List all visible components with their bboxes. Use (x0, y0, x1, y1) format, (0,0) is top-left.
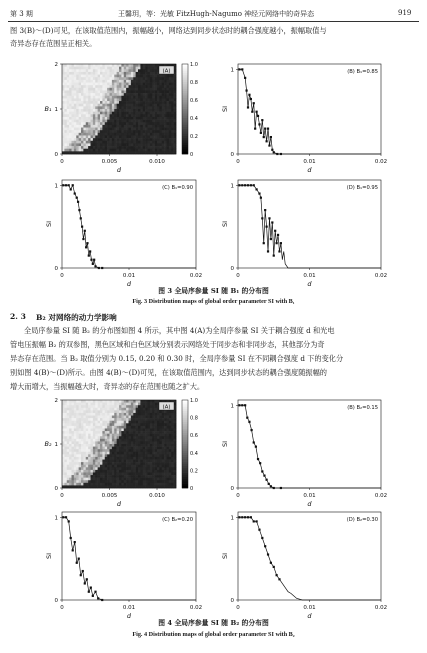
fig4-panel-d-ylabel: SI (221, 552, 229, 560)
fig3-panel-a-heatmap-cells (62, 64, 176, 154)
fig3-panel-b-ytick-label: 0 (230, 152, 234, 158)
fig3-panel-b-data-point (250, 98, 252, 100)
fig3-panel-a-colorbar-tick: 1.0 (190, 62, 198, 68)
fig4-panel-b-data-point (246, 417, 248, 419)
fig3-panel-b-data-point (253, 102, 255, 104)
fig3-panel-b-data-point (267, 128, 269, 130)
fig3-panel-d-data-point (253, 184, 255, 186)
fig4-panel-c-data-point (65, 516, 67, 518)
fig4-panel-a-ytick-label: 1 (54, 442, 58, 448)
fig3-panel-d-data-point (258, 192, 260, 194)
fig4-panel-d-data-point (253, 520, 255, 522)
fig4-panel-c-data-point (68, 520, 70, 522)
fig3-panel-b-data-point (266, 140, 268, 142)
fig4-panel-b-data-point (268, 483, 270, 485)
paragraph-2-line-5: 增大而增大，当振幅越大时，奇异态的存在范围也随之扩大。 (10, 382, 205, 391)
fig3-panel-d-data-point (280, 242, 282, 244)
fig3-panel-d-ylabel: SI (221, 220, 229, 228)
fig4-panel-b-data-point (238, 404, 240, 406)
paragraph-1-line-2: 奇异态存在范围呈正相关。 (10, 39, 97, 48)
fig3-panel-b-data-point (271, 149, 273, 151)
fig3-panel-c-data-point (90, 259, 92, 261)
fig3-panel-d-data-point (264, 209, 266, 211)
fig3-panel-c-xtick-label: 0 (60, 273, 64, 279)
fig3-panel-b-data-point (268, 144, 270, 146)
fig3-panel-b-data-point (261, 119, 263, 121)
fig4-panel-b-xtick-label: 0 (236, 493, 240, 499)
fig4-panel-a-ytick-label: 2 (54, 398, 58, 404)
fig4-panel-d-data-point (261, 537, 263, 539)
fig4-panel-b-xtick-label: 0.02 (374, 493, 388, 499)
fig3-panel-a-xtick-label: 0 (60, 159, 64, 165)
fig4-panel-a-xtick-label: 0.010 (149, 493, 165, 499)
fig4-panel-b-frame (238, 400, 381, 488)
fig4-panel-d-data-point (238, 516, 240, 518)
figure-3-caption-en: Fig. 3 Distribution maps of global order parameter SI with B₁ (132, 298, 295, 305)
fig4-panel-c-ytick-label: 1 (54, 515, 58, 522)
fig4-panel-b-data-point (273, 487, 275, 489)
fig4-panel-b-data-point (255, 446, 257, 448)
fig4-panel-c-data-point (90, 586, 92, 588)
fig3-panel-a-colorbar-tick: 0.2 (190, 134, 198, 140)
fig4-panel-c-xlabel: d (126, 612, 132, 620)
fig3-panel-c-data-point (77, 201, 79, 203)
paragraph-2-line-1: 全局序参量 SI 随 B₂ 的分布图如图 4 所示，其中图 4(A)为全局序参量 SI 关于耦合强度 d 和光电 (24, 326, 335, 335)
fig4-panel-b-ytick-label: 0 (230, 486, 234, 492)
fig3-panel-b-data-point (251, 111, 253, 113)
section-number: 2. 3 (10, 312, 26, 321)
fig3-panel-a-ylabel: B₁ (44, 105, 52, 113)
fig3-panel-d-xtick-label: 0 (236, 273, 240, 279)
fig3-panel-d-data-point (260, 197, 262, 199)
fig4-panel-c-xtick-label: 0 (60, 605, 64, 611)
fig4-panel-d-xtick-label: 0.02 (374, 605, 388, 611)
fig4-panel-c-data-point (82, 570, 84, 572)
fig4-panel-d-data-point (267, 553, 269, 555)
fig3-panel-c-xtick-label: 0.02 (189, 273, 203, 279)
fig3-panel-b-data-point (260, 132, 262, 134)
fig4-panel-b-ytick-label: 1 (230, 403, 234, 410)
fig4-panel-d-data-point (241, 516, 243, 518)
fig4-panel-c-data-point (70, 537, 72, 539)
fig4-panel-c-frame (62, 512, 196, 600)
fig3-panel-c-data-point (89, 250, 91, 252)
fig3-panel-b-xtick-label: 0.01 (303, 159, 316, 165)
fig4-panel-d-data-point (273, 566, 275, 568)
fig4-panel-c-data-point (101, 599, 103, 601)
fig4-panel-d-data-point (270, 562, 272, 564)
fig3-panel-d-xlabel: d (307, 280, 312, 288)
fig3-panel-a-xlabel: d (116, 166, 122, 174)
fig4-panel-c-data-point (86, 578, 88, 580)
paragraph-2-line-4: 别如图 4(B)～(D)所示。由图 4(B)～(D)可见，在该取值范围内，达到同步状态的耦合强度随振幅的 (10, 368, 327, 377)
fig4-panel-c-ylabel: SI (45, 552, 53, 560)
fig3-panel-d-data-point (273, 254, 275, 256)
fig4-panel-a-colorbar-tick: 1.0 (190, 398, 198, 404)
fig4-panel-b-data-point (263, 474, 265, 476)
fig4-panel-b-ylabel: SI (221, 440, 229, 448)
fig4-panel-d-label: (D) B₂=0.30 (346, 517, 378, 523)
fig3-panel-a-colorbar-tick: 0.8 (190, 80, 198, 86)
fig4-panel-c-label: (C) B₂=0.20 (162, 517, 193, 523)
fig4-panel-a-colorbar-tick: 0.6 (190, 433, 198, 440)
paragraph-2-line-3: 异态存在范围。当 B₂ 取值分别为 0.15, 0.20 和 0.30 时，全局序参量 SI 在不同耦合强度 d 下的变化分 (10, 354, 344, 363)
fig4-panel-c-ytick-label: 0 (54, 598, 58, 604)
fig3-panel-c-data-point (62, 184, 64, 186)
fig3-panel-c-data-point (68, 184, 70, 186)
fig3-panel-d-ytick-label: 0 (230, 266, 234, 272)
fig4-panel-a-ytick-label: 0 (54, 486, 58, 492)
fig3-panel-d-data-point (244, 184, 246, 186)
fig3-panel-a-ytick-label: 1 (54, 107, 58, 113)
fig4-panel-b-label: (B) B₂=0.15 (347, 405, 378, 411)
fig3-panel-b-data-point (263, 136, 265, 138)
fig4-panel-b-xtick-label: 0.01 (303, 493, 316, 499)
fig4-panel-c-data-point (94, 591, 96, 593)
fig3-panel-d-ytick-label: 1 (230, 183, 234, 190)
fig4-panel-b-data-point (259, 462, 261, 464)
fig3-panel-d-data-point (270, 238, 272, 240)
fig3-panel-d-data-point (276, 242, 278, 244)
fig3-panel-b-data-point (258, 123, 260, 125)
fig3-panel-a-colorbar (182, 64, 188, 154)
fig4-panel-b-data-point (253, 441, 255, 443)
fig4-panel-d-frame (238, 512, 381, 600)
fig3-panel-b-data-point (244, 77, 246, 79)
paragraph-1-line-1: 图 3(B)～(D)可见，在该取值范围内，振幅越小，网络达到同步状态时的耦合强度越小，振幅取值与 (10, 26, 327, 35)
fig4-panel-c-data-point (80, 574, 82, 576)
fig3-panel-c-data-point (92, 263, 94, 265)
fig3-panel-c-data-point (98, 267, 100, 269)
fig3-panel-b-data-point (248, 94, 250, 96)
fig3-panel-a-colorbar-tick: 0.4 (190, 116, 198, 122)
fig3-panel-c-data-point (78, 209, 80, 211)
fig3-panel-c-data-point (93, 259, 95, 261)
figure-3-caption-cn: 图 3 全局序参量 SI 随 B₁ 的分布图 (158, 287, 269, 295)
fig4-panel-a-label: (A) (162, 404, 171, 411)
fig4-panel-c-data-point (72, 549, 74, 551)
fig4-panel-a-colorbar-tick: 0.8 (190, 415, 198, 422)
fig3-panel-d-data-point (268, 217, 270, 219)
fig3-panel-d-data-point (261, 217, 263, 219)
fig3-panel-c-ytick-label: 0 (54, 266, 58, 272)
fig3-panel-b-data-point (254, 128, 256, 130)
fig3-panel-c-data-point (76, 197, 78, 199)
fig4-panel-c-data-point (84, 582, 86, 584)
fig3-panel-a-colorbar-tick: 0.6 (190, 98, 198, 104)
fig3-panel-b-data-point (273, 151, 275, 153)
fig4-panel-d-data-point (276, 574, 278, 576)
fig4-panel-d-data-point (255, 520, 257, 522)
fig4-panel-d-data-point (244, 516, 246, 518)
fig4-panel-d-data-point (250, 516, 252, 518)
issue-number: 第 3 期 (10, 10, 33, 18)
fig3-panel-d-data-point (277, 234, 279, 236)
fig4-panel-b-data-point (244, 404, 246, 406)
fig3-panel-b-data-point (247, 106, 249, 108)
fig3-panel-b-data-point (241, 68, 243, 70)
fig4-panel-a-colorbar-tick: 0.4 (190, 450, 198, 457)
fig3-panel-c-data-point (74, 192, 76, 194)
fig4-panel-c-xtick-label: 0.01 (122, 605, 136, 611)
fig3-panel-d-data-point (241, 184, 243, 186)
fig3-panel-a-ytick-label: 0 (54, 152, 58, 158)
fig3-panel-b-label: (B) B₁=0.85 (347, 69, 378, 75)
fig4-panel-c-data-point (88, 591, 90, 593)
fig4-panel-a-colorbar-tick: 0.2 (190, 468, 198, 475)
fig4-panel-b-data-point (248, 421, 250, 423)
fig3-panel-c-data-point (101, 267, 103, 269)
fig3-panel-b-data-point (264, 128, 266, 130)
running-title: 王馨玥，等：光敏 FitzHugh-Nagumo 神经元网络中的奇异态 (118, 10, 315, 18)
fig4-panel-c-data-point (76, 562, 78, 564)
fig3-panel-a-xtick-label: 0.010 (149, 159, 165, 165)
fig4-panel-d-data-point (247, 516, 249, 518)
fig3-panel-c-data-point (65, 184, 67, 186)
fig3-panel-a-colorbar-tick: 0 (190, 152, 194, 158)
fig4-panel-a-heatmap-cells (62, 400, 176, 488)
fig4-panel-c-data-point (62, 516, 64, 518)
fig4-panel-d-data-point (258, 529, 260, 531)
fig3-panel-d-data-point (274, 230, 276, 232)
fig3-panel-b-data-point (270, 136, 272, 138)
fig4-panel-c-data-point (78, 558, 80, 560)
fig4-panel-a-colorbar (182, 400, 188, 488)
fig3-panel-b-data-point (255, 111, 257, 113)
fig3-panel-c-data-point (86, 242, 88, 244)
fig3-panel-c-label: (C) B₁=0.90 (162, 185, 193, 191)
fig3-panel-d-data-point (263, 242, 265, 244)
fig3-panel-c-data-point (70, 188, 72, 190)
fig4-panel-d-ytick-label: 0 (230, 598, 234, 604)
fig3-panel-b-xtick-label: 0.02 (374, 159, 388, 165)
fig3-panel-b-ylabel: SI (221, 105, 229, 113)
figure-4-caption-cn: 图 4 全局序参量 SI 随 B₂ 的分布图 (158, 619, 269, 627)
fig4-panel-b-data-point (266, 479, 268, 481)
fig4-panel-c-data-point (74, 541, 76, 543)
fig3-panel-b-xlabel: d (307, 166, 312, 174)
fig3-panel-c-xtick-label: 0.01 (122, 273, 136, 279)
fig3-panel-c-data-point (80, 217, 82, 219)
fig4-panel-a-xtick-label: 0.005 (101, 493, 118, 499)
fig4-panel-b-data-point (261, 470, 263, 472)
fig3-panel-c-data-point (84, 230, 86, 232)
fig3-panel-c-ylabel: SI (45, 220, 53, 228)
fig3-panel-a-ytick-label: 2 (54, 62, 58, 68)
fig4-panel-a-ylabel: B₂ (44, 440, 52, 448)
fig3-panel-d-data-point (266, 226, 268, 228)
fig4-panel-b-data-point (250, 429, 252, 431)
fig3-panel-b-data-point (245, 89, 247, 91)
fig3-panel-b-data-point (276, 153, 278, 155)
fig3-panel-d-data-point (271, 221, 273, 223)
fig4-panel-d-data-point (278, 578, 280, 580)
figure-4-caption-en: Fig. 4 Distribution maps of global order parameter SI with B₂ (132, 631, 295, 638)
fig3-panel-c-data-point (72, 184, 74, 186)
fig3-panel-a-xtick-label: 0.005 (101, 159, 118, 165)
fig4-panel-b-data-point (270, 485, 272, 487)
fig4-panel-c-data-point (97, 597, 99, 599)
fig3-panel-c-data-point (81, 226, 83, 228)
fig3-panel-c-xlabel: d (126, 280, 132, 288)
fig4-panel-d-xtick-label: 0 (236, 605, 240, 611)
fig3-panel-c-ytick-label: 1 (54, 183, 58, 190)
fig3-panel-b-xtick-label: 0 (236, 159, 240, 165)
fig4-panel-c-xtick-label: 0.02 (189, 605, 203, 611)
fig4-panel-d-xtick-label: 0.01 (303, 605, 316, 611)
fig3-panel-c-frame (62, 180, 196, 268)
fig4-panel-a-xlabel: d (116, 500, 122, 508)
fig3-panel-b-data-point (280, 153, 282, 155)
fig3-panel-d-data-point (255, 188, 257, 190)
fig3-panel-c-data-point (82, 238, 84, 240)
paragraph-2-line-2: 管电压振幅 B₂ 的双参图，黑色区域和白色区域分别表示网络处于同步态和非同步态，其他部分为奇 (10, 340, 325, 349)
fig4-panel-b-data-point (257, 458, 259, 460)
fig3-panel-c-data-point (94, 265, 96, 267)
fig3-panel-d-label: (D) B₁=0.95 (346, 185, 378, 191)
fig4-panel-b-data-point (241, 404, 243, 406)
fig3-panel-c-data-point (85, 246, 87, 248)
fig3-panel-c-data-point (88, 254, 90, 256)
fig4-panel-a-xtick-label: 0 (60, 493, 64, 499)
section-title: B₂ 对网络的动力学影响 (36, 313, 117, 322)
fig4-panel-a-colorbar-tick: 0 (190, 486, 194, 492)
fig3-panel-a-label: (A) (162, 68, 171, 75)
fig4-panel-c-data-point (92, 595, 94, 597)
fig3-panel-d-xtick-label: 0.01 (303, 273, 316, 279)
fig3-panel-d-data-point (278, 250, 280, 252)
fig3-panel-b-ytick-label: 1 (230, 67, 234, 74)
fig3-panel-b-data-point (238, 68, 240, 70)
fig4-panel-d-ytick-label: 1 (230, 515, 234, 522)
fig3-panel-d-data-point (267, 250, 269, 252)
fig3-panel-b-data-point (257, 115, 259, 117)
fig3-panel-d-data-point (238, 184, 240, 186)
fig4-panel-d-data-point (264, 545, 266, 547)
fig3-panel-b-frame (238, 64, 381, 154)
fig4-panel-b-data-point (280, 487, 282, 489)
fig4-panel-d-xlabel: d (307, 612, 312, 620)
fig3-panel-d-data-point (247, 184, 249, 186)
fig3-panel-d-xtick-label: 0.02 (374, 273, 388, 279)
fig3-panel-d-data-point (250, 184, 252, 186)
fig4-panel-b-xlabel: d (307, 500, 312, 508)
page-number: 919 (398, 9, 412, 17)
